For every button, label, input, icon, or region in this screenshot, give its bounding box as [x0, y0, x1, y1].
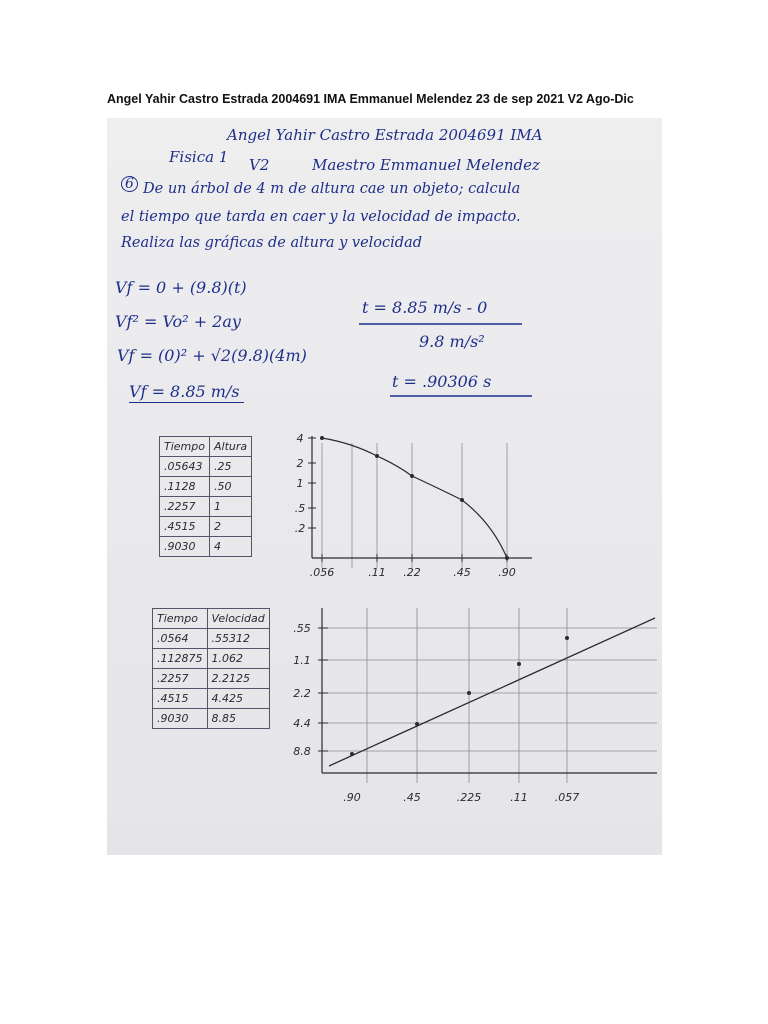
data-point	[467, 691, 471, 695]
table-cell: .0564	[153, 629, 208, 649]
equation-2: Vf² = Vo² + 2ay	[115, 312, 241, 331]
time-result: t = .90306 s	[392, 372, 492, 391]
table-cell: .112875	[153, 649, 208, 669]
velocity-table-header-velocity: Velocidad	[207, 609, 269, 629]
data-point	[517, 662, 521, 666]
table-cell: 1.062	[207, 649, 269, 669]
height-table-header-height: Altura	[209, 437, 251, 457]
table-row	[160, 517, 252, 537]
time-numerator: t = 8.85 m/s - 0	[362, 298, 488, 317]
problem-line-1: De un árbol de 4 m de altura cae un objeto; calcula	[143, 181, 521, 197]
header-line-1: Angel Yahir Castro Estrada 2004691 IMA	[227, 126, 543, 144]
table-cell: .05643	[160, 457, 210, 477]
table-cell: .2257	[153, 669, 208, 689]
y-tick-label: .2	[294, 522, 306, 535]
table-cell: 4.425	[207, 689, 269, 709]
x-tick-label: .11	[368, 566, 386, 579]
time-denominator: 9.8 m/s²	[419, 332, 485, 351]
header-course: Fisica 1	[169, 148, 229, 166]
x-tick-label: .11	[510, 791, 528, 804]
data-point	[505, 556, 509, 560]
series-line	[322, 438, 507, 558]
table-cell: .1128	[160, 477, 210, 497]
equation-1: Vf = 0 + (9.8)(t)	[115, 278, 247, 297]
x-tick-label: .45	[403, 791, 421, 804]
height-table-header	[160, 437, 252, 457]
table-row	[153, 629, 270, 649]
table-cell: .4515	[153, 689, 208, 709]
data-point	[320, 436, 324, 440]
table-row	[160, 497, 252, 517]
x-tick-label: .90	[498, 566, 516, 579]
x-tick-label: .90	[343, 791, 361, 804]
height-table	[159, 436, 252, 557]
handwritten-sheet-photo	[107, 118, 662, 855]
table-cell: 4	[209, 537, 251, 557]
table-row	[153, 689, 270, 709]
y-tick-label: .55	[293, 622, 311, 635]
table-cell: .9030	[153, 709, 208, 729]
table-row	[160, 477, 252, 497]
table-cell: 1	[209, 497, 251, 517]
velocity-table-header-time: Tiempo	[153, 609, 208, 629]
table-cell: .2257	[160, 497, 210, 517]
table-row	[160, 457, 252, 477]
y-tick-label: 8.8	[293, 745, 311, 758]
data-point	[375, 454, 379, 458]
equation-3: Vf = (0)² + √2(9.8)(4m)	[117, 346, 307, 365]
y-tick-label: 2	[296, 457, 304, 470]
document-title: Angel Yahir Castro Estrada 2004691 IMA Emmanuel Melendez 23 de sep 2021 V2 Ago-Dic	[107, 92, 634, 106]
table-cell: .50	[209, 477, 251, 497]
data-point	[350, 752, 354, 756]
problem-line-2: el tiempo que tarda en caer y la velocidad de impacto.	[121, 209, 521, 225]
y-tick-label: .5	[294, 502, 306, 515]
y-tick-label: 1.1	[293, 654, 311, 667]
equation-4: Vf = 8.85 m/s	[129, 384, 244, 403]
y-tick-label: 2.2	[293, 687, 311, 700]
y-tick-label: 1	[296, 477, 304, 490]
chart-layer	[293, 432, 657, 804]
table-row	[153, 649, 270, 669]
table-cell: 2.2125	[207, 669, 269, 689]
table-cell: .9030	[160, 537, 210, 557]
velocity-table-header	[153, 609, 270, 629]
velocity-table	[152, 608, 270, 729]
table-row	[153, 669, 270, 689]
x-tick-label: .056	[309, 566, 335, 579]
table-row	[153, 709, 270, 729]
table-cell: .55312	[207, 629, 269, 649]
problem-number: 6	[121, 176, 138, 192]
x-tick-label: .057	[554, 791, 580, 804]
data-point	[460, 498, 464, 502]
table-cell: .4515	[160, 517, 210, 537]
y-tick-label: 4.4	[293, 717, 311, 730]
data-point	[415, 722, 419, 726]
x-tick-label: .225	[456, 791, 482, 804]
x-tick-label: .22	[403, 566, 421, 579]
height-table-header-time: Tiempo	[160, 437, 210, 457]
data-point	[565, 636, 569, 640]
problem-line-3: Realiza las gráficas de altura y velocidad	[121, 235, 423, 251]
table-cell: 2	[209, 517, 251, 537]
y-tick-label: 4	[296, 432, 304, 445]
x-tick-label: .45	[453, 566, 471, 579]
header-version: V2	[249, 156, 270, 174]
data-point	[410, 474, 414, 478]
header-teacher: Maestro Emmanuel Melendez	[312, 156, 540, 174]
series-line	[329, 618, 655, 766]
table-cell: 8.85	[207, 709, 269, 729]
table-cell: .25	[209, 457, 251, 477]
table-row	[160, 537, 252, 557]
